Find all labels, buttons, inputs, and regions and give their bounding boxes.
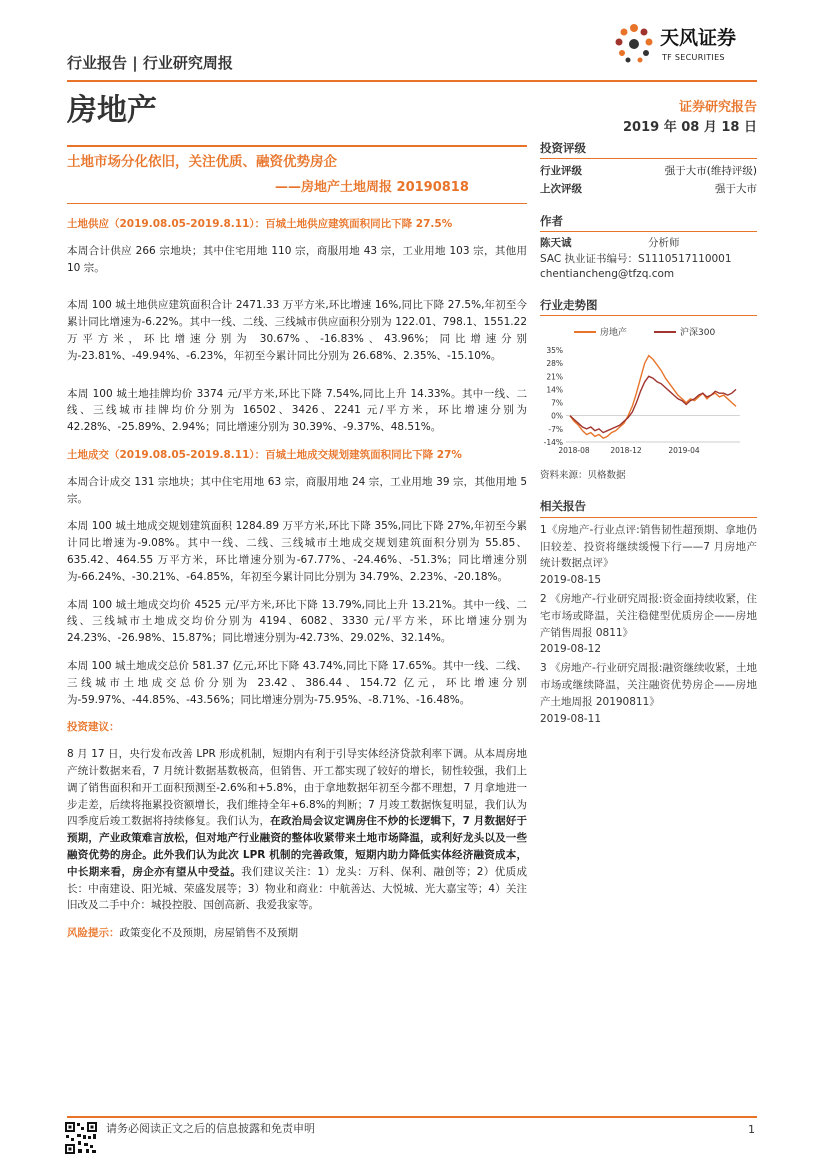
title-divider — [67, 145, 527, 147]
section-heading-supply — [67, 216, 527, 233]
company-logo — [612, 22, 762, 72]
paragraph: 本周 100 城土地供应建筑面积合计 2471.33 万平方米,环比增速 16%,同比下降 27.5%,年初至今累计同比增速为-6.22%。其中一线、二线、三线城市供应面积分别为 122.01、798.1、1551.22 万平方米，环比增速分别为 30.67%、-16.83%、43.96%；同比增速分别为-23.81%、-49.94%、-6.23%，年初至今累计同比分别为 26.68%、2.35%、-15.10%。 — [67, 299, 527, 362]
legend-label: 房地产 — [600, 328, 628, 339]
section-heading-transaction-label: 土地成交（2019.08.05-2019.8.11） — [67, 448, 255, 461]
series-line — [570, 377, 736, 433]
related-report-item[interactable]: 2 《房地产-行业研究周报:资金面持续收紧，住宅市场或降温，关注稳健型优质房企——房地产销售周报 0811》 — [540, 593, 757, 639]
chart-source: 资料来源：贝格数据 — [540, 470, 626, 482]
advice-heading: 投资建议： — [67, 721, 120, 734]
brand-name-en: TF SECURITIES — [662, 53, 725, 62]
previous-rating-value: 强于大市 — [715, 182, 757, 195]
paragraph: 本周 100 城土地成交均价 4525 元/平方米,环比下降 13.79%,同比上升 13.21%。其中一线、二线、三线城市土地成交均价分别为 4194、6082、3330 元/平方米，环比增速分别为 24.23%、-26.98%、15.87%；同比增速分别为-42.73%、29.02%、32.14%。 — [67, 598, 527, 645]
report-type: 行业报告 | 行业研究周报 — [67, 54, 233, 72]
sidebar — [540, 139, 757, 729]
title-divider-bottom — [67, 203, 527, 204]
rating-heading: 投资评级 — [540, 139, 757, 159]
research-type: 证券研究报告 — [678, 100, 757, 115]
series-line — [570, 356, 736, 439]
x-tick-label: 2018-12 — [610, 446, 642, 456]
y-tick-label: 14% — [546, 385, 563, 395]
risk-text: 政策变化不及预期，房屋销售不及预期 — [119, 927, 298, 940]
related-report-date: 2019-08-12 — [540, 643, 602, 656]
y-tick-label: 21% — [546, 372, 563, 382]
x-tick-label: 2019-04 — [668, 446, 700, 456]
industry-rating — [540, 163, 757, 180]
report-title: 土地市场分化依旧，关注优质、融资优势房企 — [67, 154, 337, 170]
advice-text: 8 月 17 日，央行发布改善 LPR 形成机制，短期内有利于引导实体经济贷款利率下调。从本周房地产统计数据来看，7 月统计数据基数极高，但销售、开工都实现了较好的增长，韧性较强，我们上调了销售面积和开工面积预测至-2.6%和+5.8%，由于拿地数据年初至今都不理想，7 月拿地进一步走差，后续将拖累投资额增长，我们维持全年+6.8%的判断；7 月竣工数据恢复明显，我们认为四季度后竣工数据将持续修复。我们认为， — [67, 748, 527, 828]
y-tick-label: 0% — [551, 412, 563, 422]
trend-heading: 行业走势图 — [540, 296, 757, 316]
industry-rating-value: 强于大市(维持评级) — [664, 165, 757, 178]
related-report-date: 2019-08-15 — [540, 574, 602, 587]
author-name: 陈天诚 — [540, 237, 572, 250]
report-subtitle: ——房地产土地周报 20190818 — [275, 180, 469, 195]
related-report-item[interactable]: 3 《房地产-行业研究周报:融资继续收紧，土地市场或继续降温，关注融资优势房企——房地产土地周报 20190811》 — [540, 662, 757, 708]
y-tick-label: -14% — [543, 438, 563, 448]
risk-paragraph — [67, 925, 527, 942]
author-sac: SAC 执业证书编号：S1110517110001 — [540, 252, 732, 265]
advice-paragraph — [67, 746, 527, 914]
y-tick-label: 35% — [546, 346, 563, 356]
previous-rating-label: 上次评级 — [540, 182, 582, 195]
brand-name: 天风证券 — [660, 27, 737, 49]
sector-title: 房地产 — [67, 93, 157, 128]
footer-disclaimer: 请务必阅读正文之后的信息披露和免责申明 — [106, 1122, 315, 1135]
legend-label: 沪深300 — [680, 328, 716, 339]
related-report-date: 2019-08-11 — [540, 712, 602, 725]
x-tick-label: 2018-08 — [558, 446, 590, 456]
footer-divider — [67, 1116, 757, 1118]
related-reports-list — [540, 522, 757, 728]
trend-chart-svg — [540, 320, 750, 460]
tf-logo-icon — [612, 22, 656, 66]
section-heading-supply-summary: ：百城土地供应建筑面积同比下降 27.5% — [254, 218, 453, 230]
y-tick-label: 7% — [551, 399, 563, 409]
paragraph: 本周合计成交 131 宗地块；其中住宅用地 63 宗，商服用地 24 宗，工业用地 39 宗，其他用地 5 宗。 — [67, 475, 527, 505]
section-heading-transaction — [67, 447, 527, 464]
report-date: 2019 年 08 月 18 日 — [623, 120, 757, 135]
section-heading-transaction-summary: ：百城土地成交规划建筑面积同比下降 27% — [254, 448, 462, 461]
author-name-row — [540, 236, 757, 251]
author-heading: 作者 — [540, 212, 757, 232]
report-body — [67, 216, 527, 953]
author-role: 分析师 — [648, 237, 680, 250]
paragraph: 本周合计供应 266 宗地块；其中住宅用地 110 宗，商服用地 43 宗，工业用地 103 宗，其他用 10 宗。 — [67, 244, 527, 274]
trend-chart — [540, 320, 757, 466]
header-divider — [67, 80, 757, 82]
related-heading: 相关报告 — [540, 497, 757, 517]
author-email[interactable]: chentiancheng@tfzq.com — [540, 267, 675, 280]
advice-recommendations: 我们建议关注：1）龙头：万科、保利、融创等；2）优质成长：中南建设、阳光城、荣盛发展等；3）物业和商业：中航善达、大悦城、光大嘉宝等；4）关注旧改及二手中介：城投控股、国创高新、我爱我家等。 — [67, 865, 527, 912]
y-tick-label: -7% — [548, 425, 563, 435]
advice-text-bold: 在政治局会议定调房住不炒的长逻辑下，7 月数据好于预期，产业政策难言放松，但对地产行业融资的整体收紧带来土地市场降温，或利好龙头以及一些融资优势的房企。此外我们认为此次 LPR 机制的完善政策，短期内助力降低实体经济融资成本，中长期来看，房企亦有望从中受益。 — [67, 815, 527, 878]
page-number: 1 — [748, 1123, 755, 1136]
related-report-item[interactable]: 1《房地产-行业点评:销售韧性超预期、拿地仍旧较差、投资将继续缓慢下行——7 月房地产统计数据点评》 — [540, 523, 757, 570]
paragraph: 本周 100 城土地成交规划建筑面积 1284.89 万平方米,环比下降 35%,同比下降 27%,年初至今累计同比增速为-9.08%。其中一线、二线、三线城市土地成交规划建筑面积分别为 55.85、635.42、464.55 万平方米，环比增速分别为-67.77%、-24.46%、-51.3%；同比增速分别为-66.24%、-30.21%、-64.85%，年初至今累计同比分别为 34.79%、2.23%、-20.18%。 — [67, 520, 527, 583]
previous-rating — [540, 181, 757, 198]
paragraph: 本周 100 城土地挂牌均价 3374 元/平方米,环比下降 7.54%,同比上升 14.33%。其中一线、二线、三线城市挂牌均价分别为 16502、3426、2241 元/平方米，环比增速分别为 42.28%、-25.89%、2.94%；同比增速分别为 30.39%、-9.37%、48.51%。 — [67, 387, 527, 434]
risk-heading: 风险提示： — [67, 927, 120, 940]
y-tick-label: 28% — [546, 359, 563, 369]
section-heading-supply-label: 土地供应（2019.08.05-2019.8.11） — [67, 218, 255, 230]
industry-rating-label: 行业评级 — [540, 165, 582, 178]
paragraph: 本周 100 城土地成交总价 581.37 亿元,环比下降 43.74%,同比下降 17.65%。其中一线、二线、三线城市土地成交总价分别为 23.42、386.44、154.72 亿元，环比增速分别为-59.97%、-44.85%、-43.56%；同比增速分别为-75.95%、-8.71%、-16.48%。 — [67, 659, 527, 706]
qr-code-icon — [64, 1121, 98, 1155]
